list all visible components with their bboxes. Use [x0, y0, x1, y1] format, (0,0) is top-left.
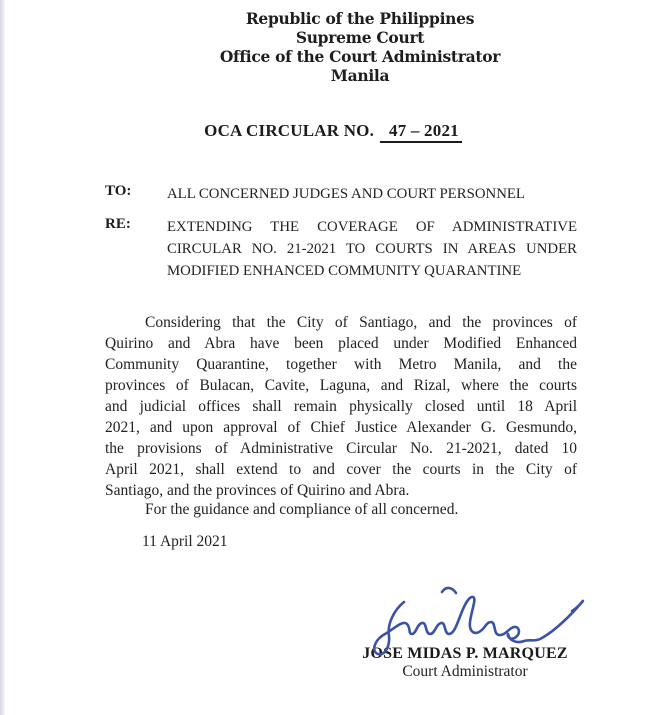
- paragraph-line: the provisions of Administrative Circular No. 21-2021, dated 10: [105, 440, 577, 457]
- paragraph-line: April 2021, shall extend to and cover the courts in the City of: [105, 461, 577, 478]
- paragraph-line: Santiago, and the provinces of Quirino and Abra.: [105, 482, 410, 499]
- handwritten-signature-icon: [358, 584, 588, 668]
- paragraph-line: and judicial offices shall remain physically closed until 18 April: [105, 398, 577, 415]
- re-value-line: EXTENDING THE COVERAGE OF ADMINISTRATIVE: [167, 219, 577, 235]
- circular-number: 47 – 2021: [380, 121, 462, 143]
- letterhead-office: Office of the Court Administrator: [219, 47, 501, 66]
- to-value-line: ALL CONCERNED JUDGES AND COURT PERSONNEL: [167, 186, 525, 202]
- closing-line: For the guidance and compliance of all concerned.: [145, 501, 459, 518]
- date-line: 11 April 2021: [142, 533, 228, 550]
- circular-title: [0, 121, 666, 141]
- letterhead-republic: Republic of the Philippines: [245, 9, 475, 28]
- letterhead-supreme-court: Supreme Court: [295, 28, 425, 47]
- letterhead-manila: Manila: [330, 66, 390, 85]
- scan-edge-strip: [0, 0, 5, 715]
- to-row: [105, 183, 577, 205]
- paragraph-line: 2021, and upon approval of Chief Justice Alexander G. Gesmundo,: [105, 419, 577, 436]
- re-value-line: MODIFIED ENHANCED COMMUNITY QUARANTINE: [167, 263, 522, 279]
- paragraph-line: provinces of Bulacan, Cavite, Laguna, and Rizal, where the courts: [105, 377, 577, 394]
- signatory-title: Court Administrator: [402, 663, 528, 680]
- to-value: [167, 183, 577, 205]
- re-label: RE:: [105, 216, 131, 232]
- circular-title-prefix: OCA CIRCULAR NO.: [204, 121, 375, 140]
- re-value: [167, 216, 577, 282]
- letterhead: [27, 9, 666, 85]
- re-row: [105, 216, 577, 282]
- to-label: TO:: [105, 183, 132, 199]
- paragraph-line: Quirino and Abra have been placed under Modified Enhanced: [105, 335, 577, 352]
- re-value-line: CIRCULAR NO. 21-2021 TO COURTS IN AREAS UNDER: [167, 241, 577, 257]
- paragraph-line: Community Quarantine, together with Metro Manila, and the: [105, 356, 577, 373]
- paragraph-line: Considering that the City of Santiago, and the provinces of: [145, 314, 577, 331]
- body-paragraph: [105, 312, 577, 501]
- signatory-name: JOSE MIDAS P. MARQUEZ: [362, 645, 568, 662]
